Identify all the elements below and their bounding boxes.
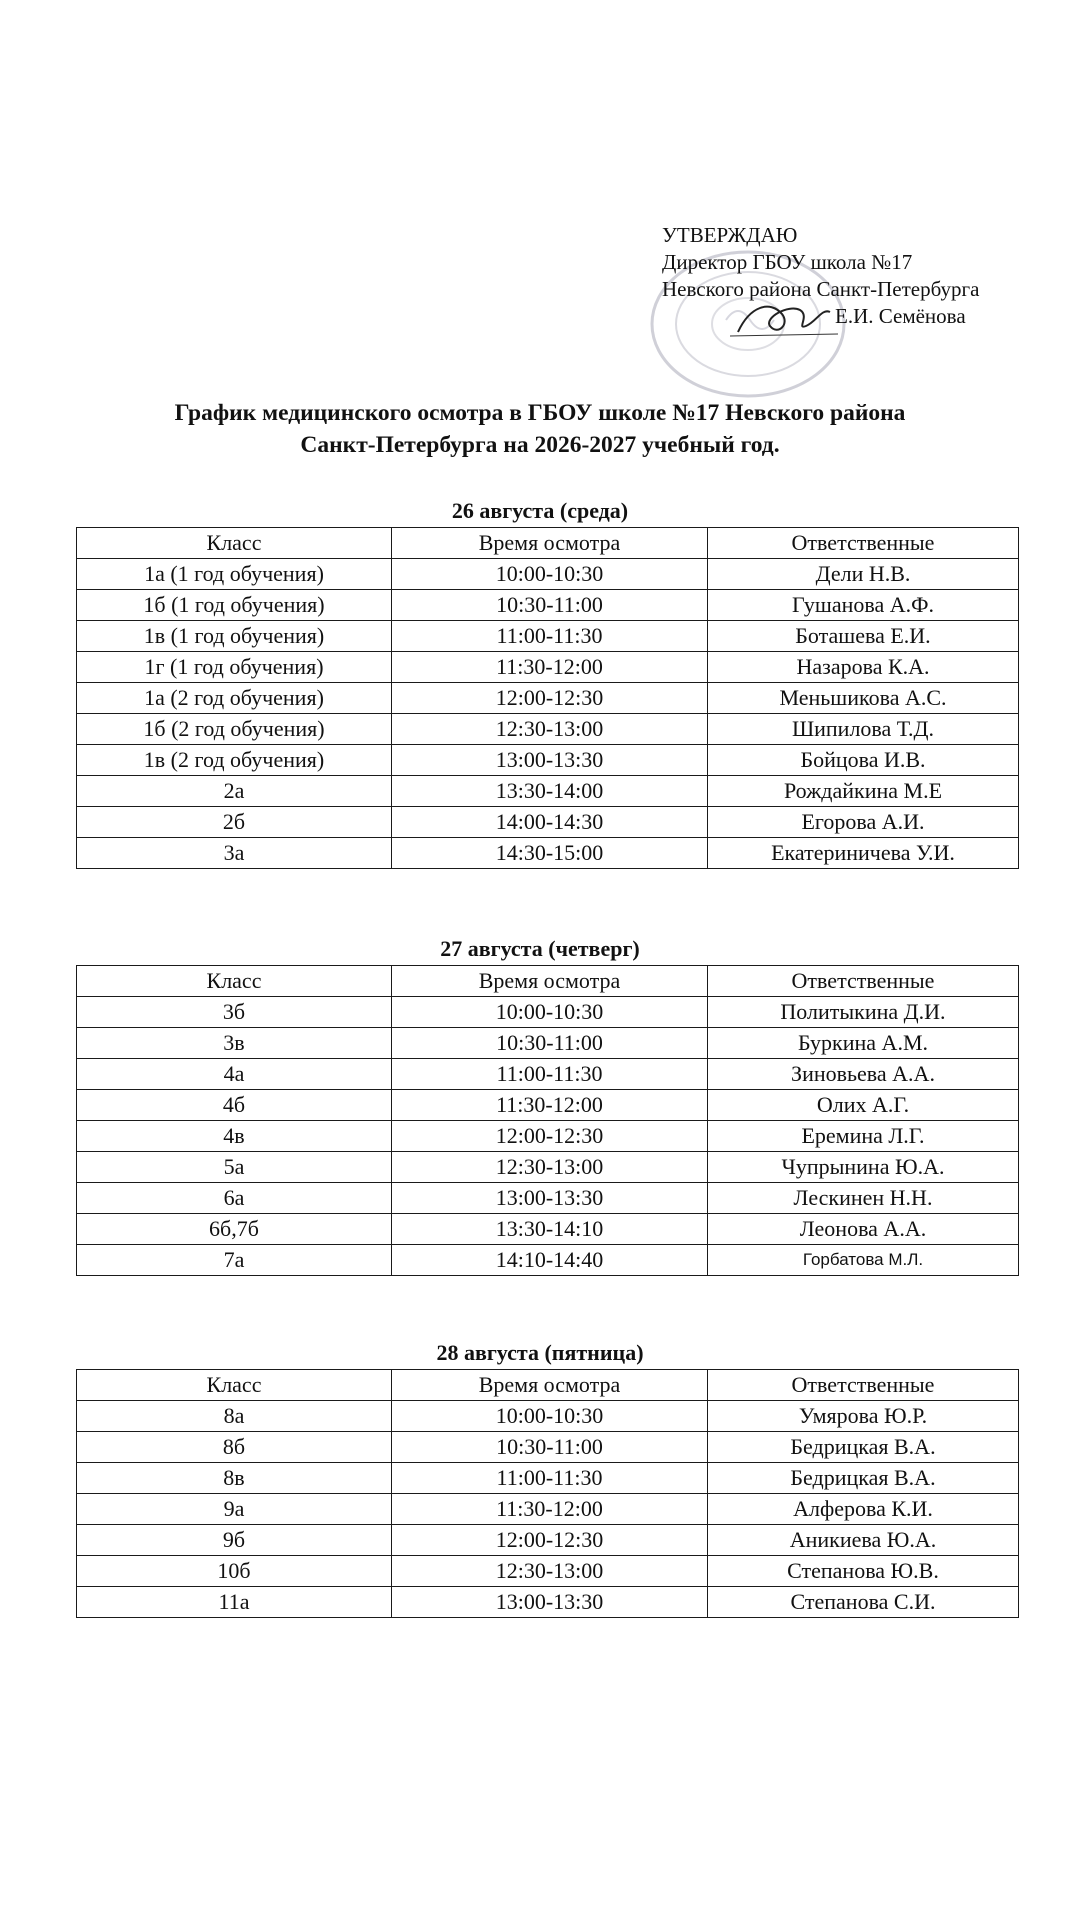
cell-responsible: Лескинен Н.Н.	[708, 1183, 1019, 1214]
cell-time: 10:00-10:30	[392, 559, 708, 590]
header-class: Класс	[77, 966, 392, 997]
cell-class: 1г (1 год обучения)	[77, 652, 392, 683]
cell-class: 1а (2 год обучения)	[77, 683, 392, 714]
cell-time: 10:00-10:30	[392, 1401, 708, 1432]
cell-responsible: Бойцова И.В.	[708, 745, 1019, 776]
cell-time: 10:30-11:00	[392, 1028, 708, 1059]
day-heading-2: 27 августа (четверг)	[440, 936, 640, 961]
cell-class: 9б	[77, 1525, 392, 1556]
cell-time: 11:00-11:30	[392, 1463, 708, 1494]
cell-responsible: Буркина А.М.	[708, 1028, 1019, 1059]
table-header-row	[77, 966, 1019, 997]
schedule-table-day-3	[76, 1369, 1019, 1618]
table-row	[77, 997, 1019, 1028]
cell-class: 9а	[77, 1494, 392, 1525]
cell-time: 11:00-11:30	[392, 621, 708, 652]
table-row	[77, 1028, 1019, 1059]
cell-class: 1в (2 год обучения)	[77, 745, 392, 776]
table-row	[77, 714, 1019, 745]
cell-responsible: Умярова Ю.Р.	[708, 1401, 1019, 1432]
table-row	[77, 1183, 1019, 1214]
header-time: Время осмотра	[392, 528, 708, 559]
header-time: Время осмотра	[392, 966, 708, 997]
signature	[730, 296, 840, 342]
cell-class: 6б,7б	[77, 1214, 392, 1245]
table-row	[77, 1463, 1019, 1494]
table-row	[77, 1090, 1019, 1121]
cell-responsible: Леонова А.А.	[708, 1214, 1019, 1245]
table-row	[77, 1494, 1019, 1525]
cell-time: 14:30-15:00	[392, 838, 708, 869]
cell-class: 4в	[77, 1121, 392, 1152]
cell-responsible: Гушанова А.Ф.	[708, 590, 1019, 621]
table-row	[77, 559, 1019, 590]
cell-time: 12:00-12:30	[392, 1121, 708, 1152]
table-row	[77, 776, 1019, 807]
table-header-row	[77, 528, 1019, 559]
cell-time: 13:00-13:30	[392, 745, 708, 776]
cell-time: 11:00-11:30	[392, 1059, 708, 1090]
cell-time: 14:10-14:40	[392, 1245, 708, 1276]
cell-time: 11:30-12:00	[392, 1494, 708, 1525]
cell-time: 12:00-12:30	[392, 1525, 708, 1556]
cell-time: 10:30-11:00	[392, 590, 708, 621]
header-responsible: Ответственные	[708, 1370, 1019, 1401]
cell-responsible: Назарова К.А.	[708, 652, 1019, 683]
table-row	[77, 683, 1019, 714]
header-class: Класс	[77, 1370, 392, 1401]
cell-time: 12:30-13:00	[392, 714, 708, 745]
cell-time: 11:30-12:00	[392, 652, 708, 683]
cell-time: 13:00-13:30	[392, 1587, 708, 1618]
cell-responsible: Еремина Л.Г.	[708, 1121, 1019, 1152]
table-row	[77, 1121, 1019, 1152]
day-heading-1: 26 августа (среда)	[451, 498, 629, 523]
approval-district: Невского района Санкт-Петербурга	[662, 277, 980, 301]
cell-responsible: Дели Н.В.	[708, 559, 1019, 590]
cell-responsible: Екатериничева У.И.	[708, 838, 1019, 869]
table-row	[77, 1587, 1019, 1618]
cell-class: 1в (1 год обучения)	[77, 621, 392, 652]
cell-responsible: Чупрынина Ю.А.	[708, 1152, 1019, 1183]
schedule-table-day-1	[76, 527, 1019, 869]
approval-signer-name: Е.И. Семёнова	[835, 304, 966, 328]
approval-heading: УТВЕРЖДАЮ	[662, 223, 798, 247]
cell-responsible: Аникиева Ю.А.	[708, 1525, 1019, 1556]
cell-responsible: Зиновьева А.А.	[708, 1059, 1019, 1090]
table-row	[77, 1432, 1019, 1463]
cell-class: 5а	[77, 1152, 392, 1183]
cell-class: 11а	[77, 1587, 392, 1618]
cell-time: 12:00-12:30	[392, 683, 708, 714]
cell-class: 10б	[77, 1556, 392, 1587]
cell-class: 1а (1 год обучения)	[77, 559, 392, 590]
table-row	[77, 745, 1019, 776]
cell-class: 8б	[77, 1432, 392, 1463]
cell-class: 3в	[77, 1028, 392, 1059]
cell-class: 3а	[77, 838, 392, 869]
table-row	[77, 621, 1019, 652]
table-row	[77, 1152, 1019, 1183]
cell-time: 10:30-11:00	[392, 1432, 708, 1463]
day-heading-3: 28 августа (пятница)	[436, 1340, 644, 1365]
header-time: Время осмотра	[392, 1370, 708, 1401]
cell-responsible: Рождайкина М.Е	[708, 776, 1019, 807]
cell-responsible: Степанова С.И.	[708, 1587, 1019, 1618]
cell-class: 4б	[77, 1090, 392, 1121]
cell-responsible: Бедрицкая В.А.	[708, 1463, 1019, 1494]
cell-class: 2а	[77, 776, 392, 807]
cell-class: 6а	[77, 1183, 392, 1214]
document-title	[0, 397, 1080, 461]
cell-class: 7а	[77, 1245, 392, 1276]
cell-responsible: Степанова Ю.В.	[708, 1556, 1019, 1587]
table-row	[77, 1525, 1019, 1556]
cell-time: 13:00-13:30	[392, 1183, 708, 1214]
table-row	[77, 652, 1019, 683]
cell-class: 4а	[77, 1059, 392, 1090]
cell-time: 10:00-10:30	[392, 997, 708, 1028]
schedule-table-day-2	[76, 965, 1019, 1276]
table-row	[77, 807, 1019, 838]
cell-class: 2б	[77, 807, 392, 838]
cell-responsible: Шипилова Т.Д.	[708, 714, 1019, 745]
cell-time: 13:30-14:10	[392, 1214, 708, 1245]
table-row	[77, 1059, 1019, 1090]
table-row	[77, 1245, 1019, 1276]
cell-responsible: Алферова К.И.	[708, 1494, 1019, 1525]
cell-responsible: Политыкина Д.И.	[708, 997, 1019, 1028]
cell-responsible: Меньшикова А.С.	[708, 683, 1019, 714]
title-line-1: График медицинского осмотра в ГБОУ школе №17 Невского района	[174, 400, 906, 426]
cell-class: 3б	[77, 997, 392, 1028]
cell-time: 11:30-12:00	[392, 1090, 708, 1121]
cell-responsible: Егорова А.И.	[708, 807, 1019, 838]
table-header-row	[77, 1370, 1019, 1401]
cell-time: 12:30-13:00	[392, 1152, 708, 1183]
cell-time: 13:30-14:00	[392, 776, 708, 807]
cell-class: 8в	[77, 1463, 392, 1494]
cell-time: 12:30-13:00	[392, 1556, 708, 1587]
table-row	[77, 1556, 1019, 1587]
table-row	[77, 1214, 1019, 1245]
table-row	[77, 1401, 1019, 1432]
cell-class: 8а	[77, 1401, 392, 1432]
cell-responsible: Горбатова М.Л.	[708, 1245, 1019, 1276]
cell-responsible: Боташева Е.И.	[708, 621, 1019, 652]
cell-responsible: Бедрицкая В.А.	[708, 1432, 1019, 1463]
header-responsible: Ответственные	[708, 966, 1019, 997]
table-row	[77, 590, 1019, 621]
approval-position: Директор ГБОУ школа №17	[662, 250, 913, 274]
table-row	[77, 838, 1019, 869]
cell-class: 1б (1 год обучения)	[77, 590, 392, 621]
cell-class: 1б (2 год обучения)	[77, 714, 392, 745]
header-responsible: Ответственные	[708, 528, 1019, 559]
cell-time: 14:00-14:30	[392, 807, 708, 838]
title-line-2: Санкт-Петербурга на 2026-2027 учебный год.	[300, 432, 780, 458]
header-class: Класс	[77, 528, 392, 559]
cell-responsible: Олих А.Г.	[708, 1090, 1019, 1121]
